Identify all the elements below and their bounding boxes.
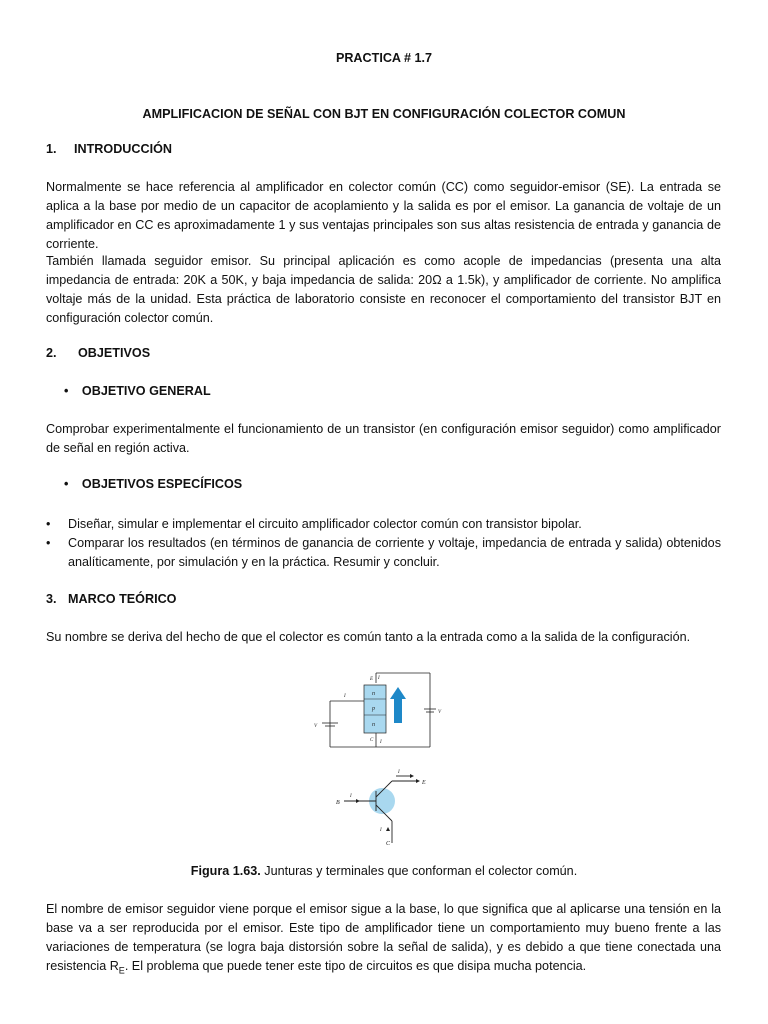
section-2-heading bbox=[46, 346, 150, 360]
emitter-current-label: I bbox=[378, 676, 380, 681]
section-2-number: 2. bbox=[46, 346, 57, 360]
base-current-label: I bbox=[350, 794, 352, 799]
emitter-current-label: I bbox=[398, 770, 400, 775]
n-region-bottom-label: n bbox=[372, 722, 375, 728]
objetivo-general-heading bbox=[64, 384, 211, 398]
vee-label: V bbox=[438, 710, 442, 715]
intro-paragraph-2: También llamada seguidor emisor. Su principal aplicación es como acople de impedancias (presenta una alta impedancia de entrada: 20K a 50K, y baja impedancia de salida: 20Ω a 1.5k), y amplificador de corriente. No amplifica voltaje más de la unidad. Esta práctica de laboratorio consiste en reconocer el comportamiento del transistor BJT en configuración colector común. bbox=[46, 254, 721, 325]
junctions-diagram bbox=[308, 665, 458, 757]
practice-title: PRACTICA # 1.7 bbox=[335, 51, 433, 65]
specific-objective-list bbox=[46, 515, 721, 572]
section-1-heading bbox=[46, 142, 172, 156]
emitter-label: E bbox=[370, 677, 374, 682]
figure-caption bbox=[0, 862, 768, 881]
marco-paragraph-2 bbox=[46, 900, 721, 981]
list-item bbox=[46, 534, 721, 572]
collector-current-label: I bbox=[380, 740, 382, 745]
n-region-top-label: n bbox=[372, 691, 375, 697]
collector-current-label: I bbox=[380, 828, 382, 833]
transistor-symbol-diagram bbox=[336, 765, 446, 845]
objetivo-general-title: OBJETIVO GENERAL bbox=[81, 384, 211, 398]
specific-objective-1: Diseñar, simular e implementar el circuito amplificador colector común con transistor bipolar. bbox=[68, 517, 582, 531]
base-current-label: I bbox=[344, 694, 346, 699]
base-terminal-label: B bbox=[336, 800, 340, 806]
resistance-subscript: E bbox=[118, 965, 125, 976]
marco-paragraph-2-part-b: . El problema que puede tener este tipo de circuitos es que disipa mucha potencia. bbox=[124, 959, 587, 973]
objetivos-especificos-title: OBJETIVOS ESPECÍFICOS bbox=[81, 477, 243, 491]
p-region-label: p bbox=[372, 706, 375, 712]
vbb-label: V bbox=[314, 724, 318, 729]
emitter-terminal-label: E bbox=[422, 780, 426, 786]
objetivos-especificos-heading bbox=[64, 477, 242, 491]
figure-caption-text: Junturas y terminales que conforman el colector común. bbox=[260, 864, 578, 878]
section-3-heading bbox=[46, 592, 176, 606]
objetivo-general-text: Comprobar experimentalmente el funcionamiento de un transistor (en configuración emisor seguidor) como amplificador de señal en región activa. bbox=[46, 422, 721, 455]
section-3-number: 3. bbox=[46, 592, 57, 606]
bullet-icon: • bbox=[46, 517, 51, 531]
figure-caption-number: Figura 1.63. bbox=[190, 864, 261, 878]
transistor-block bbox=[364, 685, 386, 733]
section-3-title: MARCO TEÓRICO bbox=[68, 592, 177, 606]
bullet-icon: • bbox=[46, 536, 51, 550]
section-1-number: 1. bbox=[46, 142, 57, 156]
practice-subtitle: AMPLIFICACION DE SEÑAL CON BJT EN CONFIGURACIÓN COLECTOR COMUN bbox=[142, 107, 626, 121]
intro-paragraph-1: Normalmente se hace referencia al amplificador en colector común (CC) como seguidor-emisor (SE). La entrada se aplica a la base por medio de un capacitor de acoplamiento y la salida es por el emisor. La ganancia de voltaje de un amplificador en CC es aproximadamente 1 y sus ventajas principales son sus altas resistencia de entrada y ganancia de corriente. bbox=[46, 180, 721, 251]
bullet-icon: • bbox=[64, 477, 69, 491]
list-item bbox=[46, 515, 721, 534]
current-flow-arrow-icon bbox=[390, 687, 406, 723]
marco-paragraph-1: Su nombre se deriva del hecho de que el colector es común tanto a la entrada como a la salida de la configuración. bbox=[46, 630, 691, 644]
marco-paragraph-2-part-a: El nombre de emisor seguidor viene porque el emisor sigue a la base, lo que significa que al aplicarse una tensión en la base va a ser reproducida por el emisor. Este tipo de amplificador tiene un comportamiento muy bueno frente a las variaciones de temperatura (se logra baja distorsión sobre la señal de salida), y es debido a que tiene conectada una resistencia R bbox=[46, 902, 721, 973]
section-1-title: INTRODUCCIÓN bbox=[74, 142, 172, 156]
collector-terminal-label: C bbox=[386, 841, 391, 845]
specific-objective-2: Comparar los resultados (en términos de ganancia de corriente y voltaje, impedancia de entrada y salida) obtenidos analíticamente, por simulación y en la práctica. Resumir y concluir. bbox=[68, 536, 721, 569]
bullet-icon: • bbox=[64, 384, 69, 398]
section-2-title: OBJETIVOS bbox=[78, 346, 151, 360]
collector-label: C bbox=[370, 738, 374, 743]
